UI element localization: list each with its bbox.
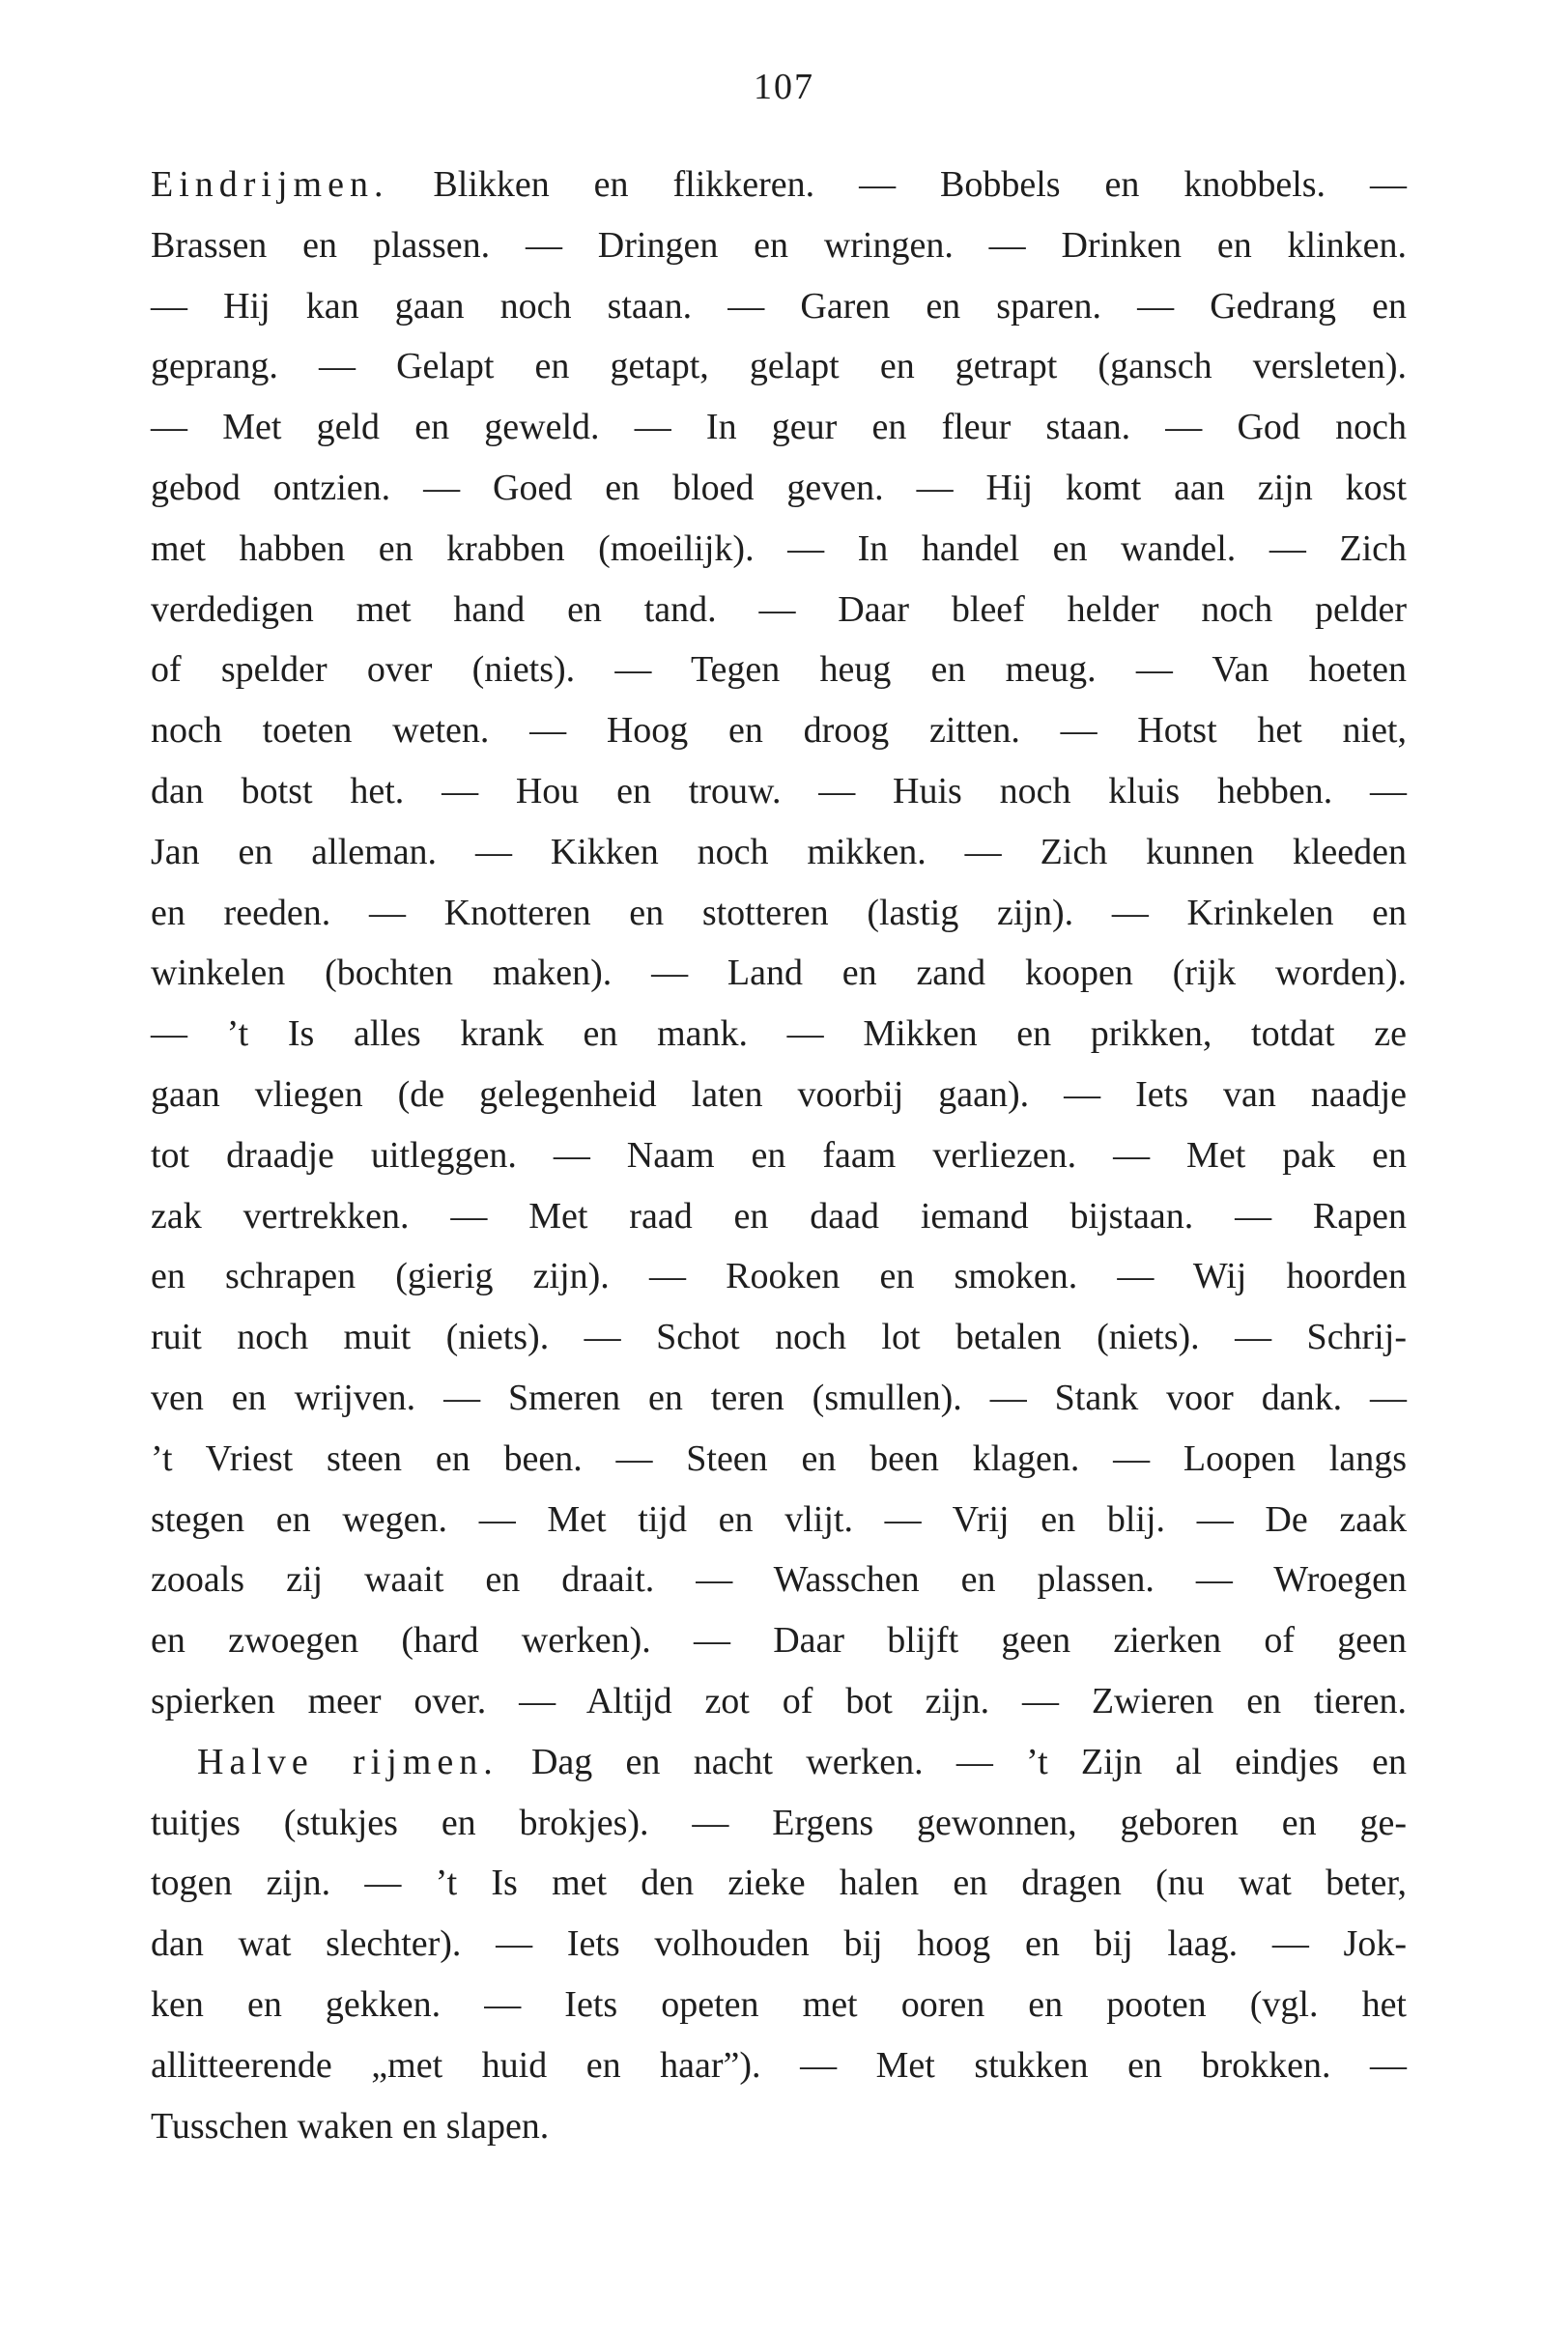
line-text: ’t Vriest steen en been. — Steen en been klagen. — Loopen langs [151, 1437, 1407, 1479]
line-text: winkelen (bochten maken). — Land en zand koopen (rijk worden). [151, 953, 1407, 994]
text-line [151, 580, 1407, 640]
text-line [151, 822, 1407, 883]
line-text: — ’t Is alles krank en mank. — Mikken en prikken, totdat ze [151, 1013, 1407, 1055]
text-line [151, 1671, 1407, 1732]
text-line [151, 1246, 1407, 1307]
text-line [151, 2035, 1407, 2096]
text-line [151, 1307, 1407, 1368]
text-line [151, 215, 1407, 276]
line-text: — Met geld en geweld. — In geur en fleur staan. — God noch [151, 407, 1407, 448]
line-text: met habben en krabben (moeilijk). — In handel en wandel. — Zich [151, 527, 1407, 569]
text-line [151, 397, 1407, 458]
text-line [151, 1610, 1407, 1671]
text-line [151, 883, 1407, 944]
page-number: 107 [754, 67, 814, 107]
line-text: en reeden. — Knotteren en stotteren (lastig zijn). — Krinkelen en [151, 892, 1407, 933]
text-line [151, 458, 1407, 519]
line-text: en schrapen (gierig zijn). — Rooken en smoken. — Wij hoorden [151, 1256, 1407, 1297]
line-text: spierken meer over. — Altijd zot of bot zijn. — Zwieren en tieren. [151, 1680, 1407, 1721]
line-text: dan botst het. — Hou en trouw. — Huis noch kluis hebben. — [151, 770, 1407, 811]
text-line [151, 1853, 1407, 1914]
section-heading: Eindrijmen. [151, 164, 389, 205]
line-text: — Hij kan gaan noch staan. — Garen en sparen. — Gedrang en [151, 285, 1407, 327]
line-text: stegen en wegen. — Met tijd en vlijt. — Vrij en blij. — De zaak [151, 1498, 1407, 1540]
line-text: Dag en nacht werken. — ’t Zijn al eindjes en [498, 1741, 1407, 1782]
text-line [151, 1732, 1407, 1793]
text-line [151, 155, 1407, 215]
text-line [151, 943, 1407, 1004]
line-text: ven en wrijven. — Smeren en teren (smullen). — Stank voor dank. — [151, 1377, 1407, 1418]
line-text: zak vertrekken. — Met raad en daad iemand bijstaan. — Rapen [151, 1195, 1407, 1237]
line-text: of spelder over (niets). — Tegen heug en meug. — Van hoeten [151, 649, 1407, 691]
text-line [151, 1186, 1407, 1247]
line-text: Brassen en plassen. — Dringen en wringen. — Drinken en klinken. [151, 224, 1407, 266]
line-text: noch toeten weten. — Hoog en droog zitten. — Hotst het niet, [151, 710, 1407, 752]
line-text: zooals zij waait en draait. — Wasschen en plassen. — Wroegen [151, 1559, 1407, 1601]
text-line [151, 1065, 1407, 1125]
text-line [151, 2096, 1407, 2157]
line-text: ruit noch muit (niets). — Schot noch lot betalen (niets). — Schrij- [151, 1317, 1407, 1358]
line-text: geprang. — Gelapt en getapt, gelapt en getrapt (gansch versleten). [151, 346, 1407, 387]
line-text: en zwoegen (hard werken). — Daar blijft geen zierken of geen [151, 1620, 1407, 1662]
text-line [151, 700, 1407, 761]
text-line [151, 1125, 1407, 1186]
line-text: togen zijn. — ’t Is met den zieke halen en dragen (nu wat beter, [151, 1863, 1407, 1904]
text-line [151, 1975, 1407, 2035]
line-text: ken en gekken. — Iets opeten met ooren en pooten (vgl. het [151, 1983, 1407, 2025]
text-line [151, 519, 1407, 580]
text-body [151, 155, 1407, 2156]
text-line [151, 1429, 1407, 1490]
text-line [151, 1368, 1407, 1429]
line-text: gebod ontzien. — Goed en bloed geven. — Hij komt aan zijn kost [151, 467, 1407, 508]
text-line [151, 1550, 1407, 1610]
text-line [151, 1914, 1407, 1975]
section-heading: Halve rijmen. [197, 1741, 499, 1782]
text-line [151, 1490, 1407, 1551]
text-line [151, 336, 1407, 397]
text-line [151, 761, 1407, 822]
line-text: dan wat slechter). — Iets volhouden bij hoog en bij laag. — Jok- [151, 1923, 1407, 1965]
text-line [151, 640, 1407, 700]
line-text: Blikken en flikkeren. — Bobbels en knobbels. — [388, 164, 1407, 205]
line-text: tot draadje uitleggen. — Naam en faam verliezen. — Met pak en [151, 1134, 1407, 1176]
text-line [151, 1004, 1407, 1065]
line-text: Jan en alleman. — Kikken noch mikken. — Zich kunnen kleeden [151, 831, 1407, 872]
text-line [151, 276, 1407, 337]
line-text: gaan vliegen (de gelegenheid laten voorbij gaan). — Iets van naadje [151, 1073, 1407, 1115]
line-text: Tusschen waken en slapen. [151, 2105, 550, 2147]
line-text: verdedigen met hand en tand. — Daar bleef helder noch pelder [151, 588, 1407, 630]
text-line [151, 1793, 1407, 1854]
line-text: tuitjes (stukjes en brokjes). — Ergens gewonnen, geboren en ge- [151, 1802, 1407, 1843]
line-text: allitteerende „met huid en haar”). — Met stukken en brokken. — [151, 2044, 1407, 2086]
